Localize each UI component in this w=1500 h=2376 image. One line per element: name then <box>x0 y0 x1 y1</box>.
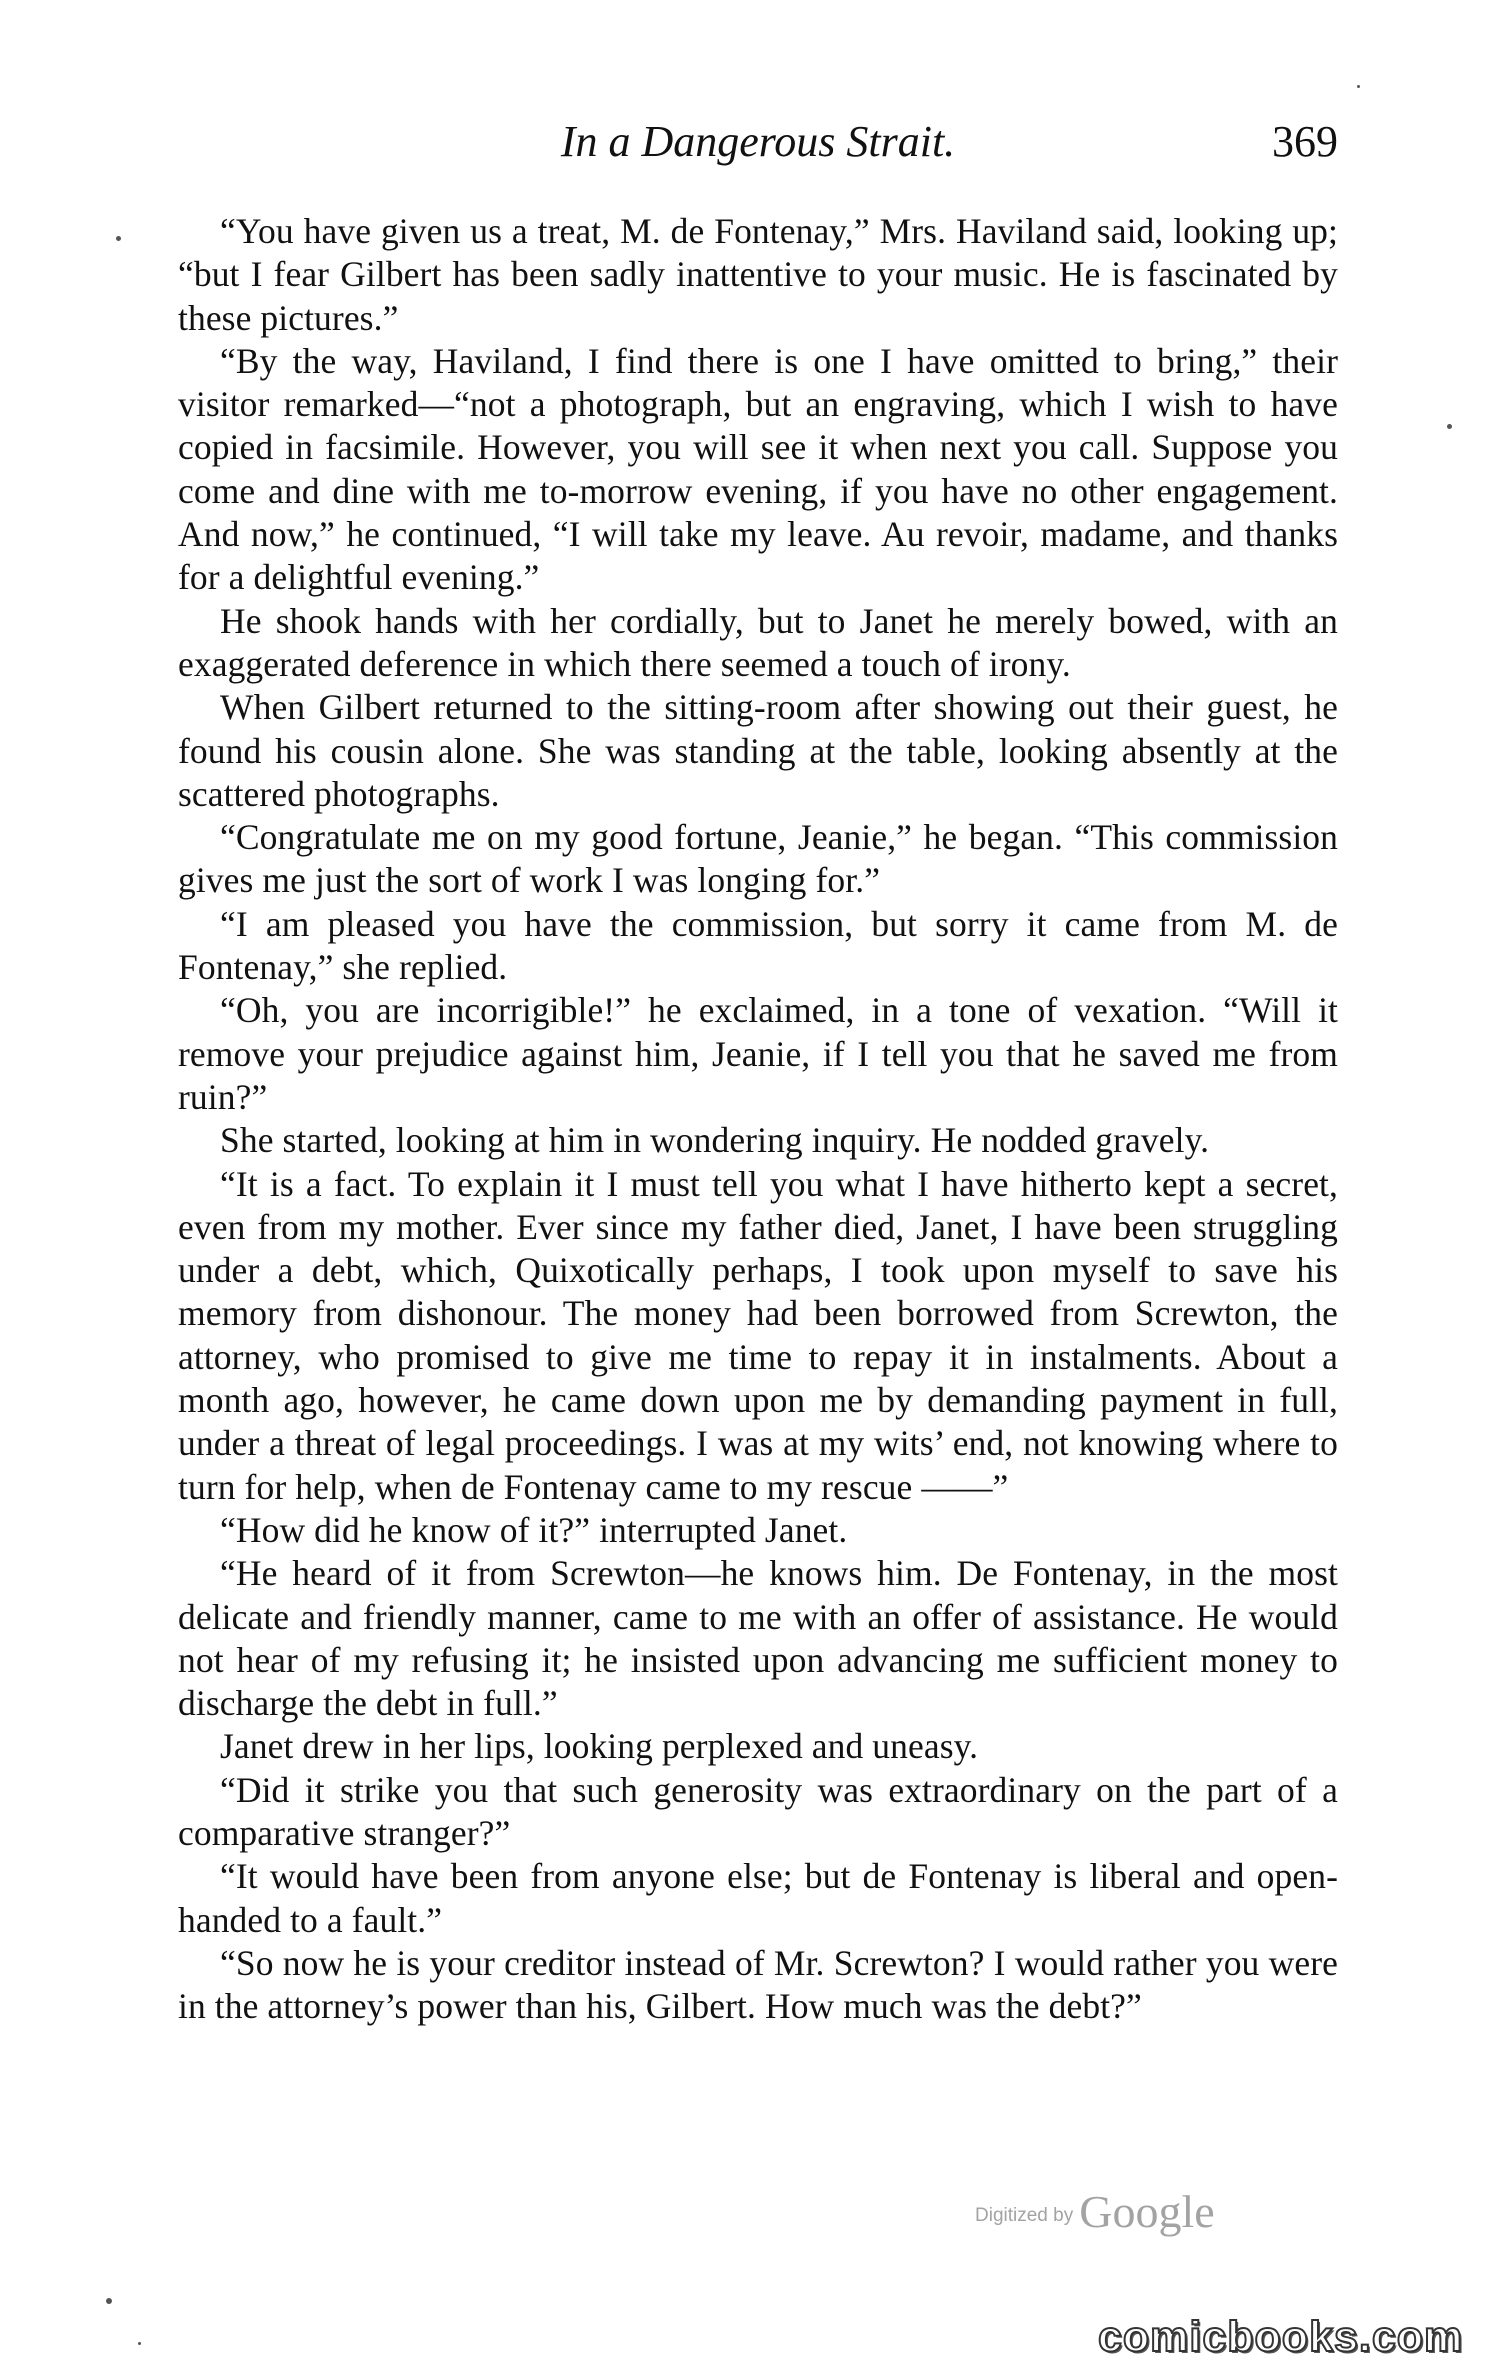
page-header <box>178 112 1338 182</box>
paragraph: “How did he know of it?” interrupted Janet. <box>220 1509 848 1550</box>
paragraph: “So now he is your creditor instead of Mr. Screwton? I would rather you were in the attorney’s power than his, Gilbert. How much was the debt?” <box>178 1942 1338 2027</box>
paragraph: “It is a fact. To explain it I must tell you what I have hitherto kept a secret, even from my mother. Ever since my father died, Janet, I have been struggling under a debt, which, Quixotically perhaps, I took upon myself to save his memory from dishonour. The money had been borrowed from Screwton, the attorney, who promised to give me time to repay it in instalments. About a month ago, however, he came down upon me by demanding payment in full, under a threat of legal proceedings. I was at my wits’ end, not knowing where to turn for help, when de Fontenay came to my rescue ——” <box>178 1163 1338 1507</box>
paragraph: “By the way, Haviland, I find there is one I have omitted to bring,” their visitor remarked—“not a photograph, but an engraving, which I wish to have copied in facsimile. However, you will see it when next you call. Suppose you come and dine with me to-morrow evening, if you have no other engagement. And now,” he continued, “I will take my leave. Au revoir, madame, and thanks for a delightful evening.” <box>178 340 1338 598</box>
scan-speck <box>106 2298 112 2304</box>
scan-speck <box>1357 85 1360 88</box>
paragraph: “He heard of it from Screwton—he knows him. De Fontenay, in the most delicate and friendly manner, came to me with an offer of assistance. He would not hear of my refusing it; he insisted upon advancing me sufficient money to discharge the debt in full.” <box>178 1553 1338 1724</box>
running-title: In a Dangerous Strait. <box>560 117 956 166</box>
body-text <box>178 210 1338 2028</box>
paragraph: “Did it strike you that such generosity was extraordinary on the part of a comparative stranger?” <box>178 1769 1338 1853</box>
paragraph: “You have given us a treat, M. de Fontenay,” Mrs. Haviland said, looking up; “but I fear Gilbert has been sadly inattentive to your music. He is fascinated by these pictures.” <box>178 211 1338 338</box>
paragraph: He shook hands with her cordially, but to Janet he merely bowed, with an exaggerated deference in which there seemed a touch of irony. <box>178 600 1338 684</box>
google-logo-text: Google <box>1079 2186 1215 2237</box>
scan-speck <box>138 2342 141 2345</box>
paragraph: When Gilbert returned to the sitting-room after showing out their guest, he found his cousin alone. She was standing at the table, looking absently at the scattered photographs. <box>178 687 1338 814</box>
paragraph: “I am pleased you have the commission, but sorry it came from M. de Fontenay,” she replied. <box>178 903 1338 988</box>
page-number: 369 <box>1272 117 1338 166</box>
site-watermark: comicbooks.com <box>1098 2313 1464 2361</box>
paragraph: She started, looking at him in wondering inquiry. He nodded gravely. <box>220 1120 1210 1161</box>
paragraph: “It would have been from anyone else; but de Fontenay is liberal and open-handed to a fault.” <box>178 1856 1338 1940</box>
paragraph: Janet drew in her lips, looking perplexed and uneasy. <box>220 1726 979 1767</box>
paragraph: “Oh, you are incorrigible!” he exclaimed, in a tone of vexation. “Will it remove your prejudice against him, Jeanie, if I tell you that he saved me from ruin?” <box>178 990 1338 1117</box>
scan-speck <box>1447 424 1452 429</box>
paragraph: “Congratulate me on my good fortune, Jeanie,” he began. “This commission gives me just the sort of work I was longing for.” <box>178 817 1338 901</box>
scan-speck <box>116 236 121 241</box>
digitized-by-label: Digitized by <box>975 2205 1074 2226</box>
google-digitization-mark <box>975 2185 1215 2238</box>
